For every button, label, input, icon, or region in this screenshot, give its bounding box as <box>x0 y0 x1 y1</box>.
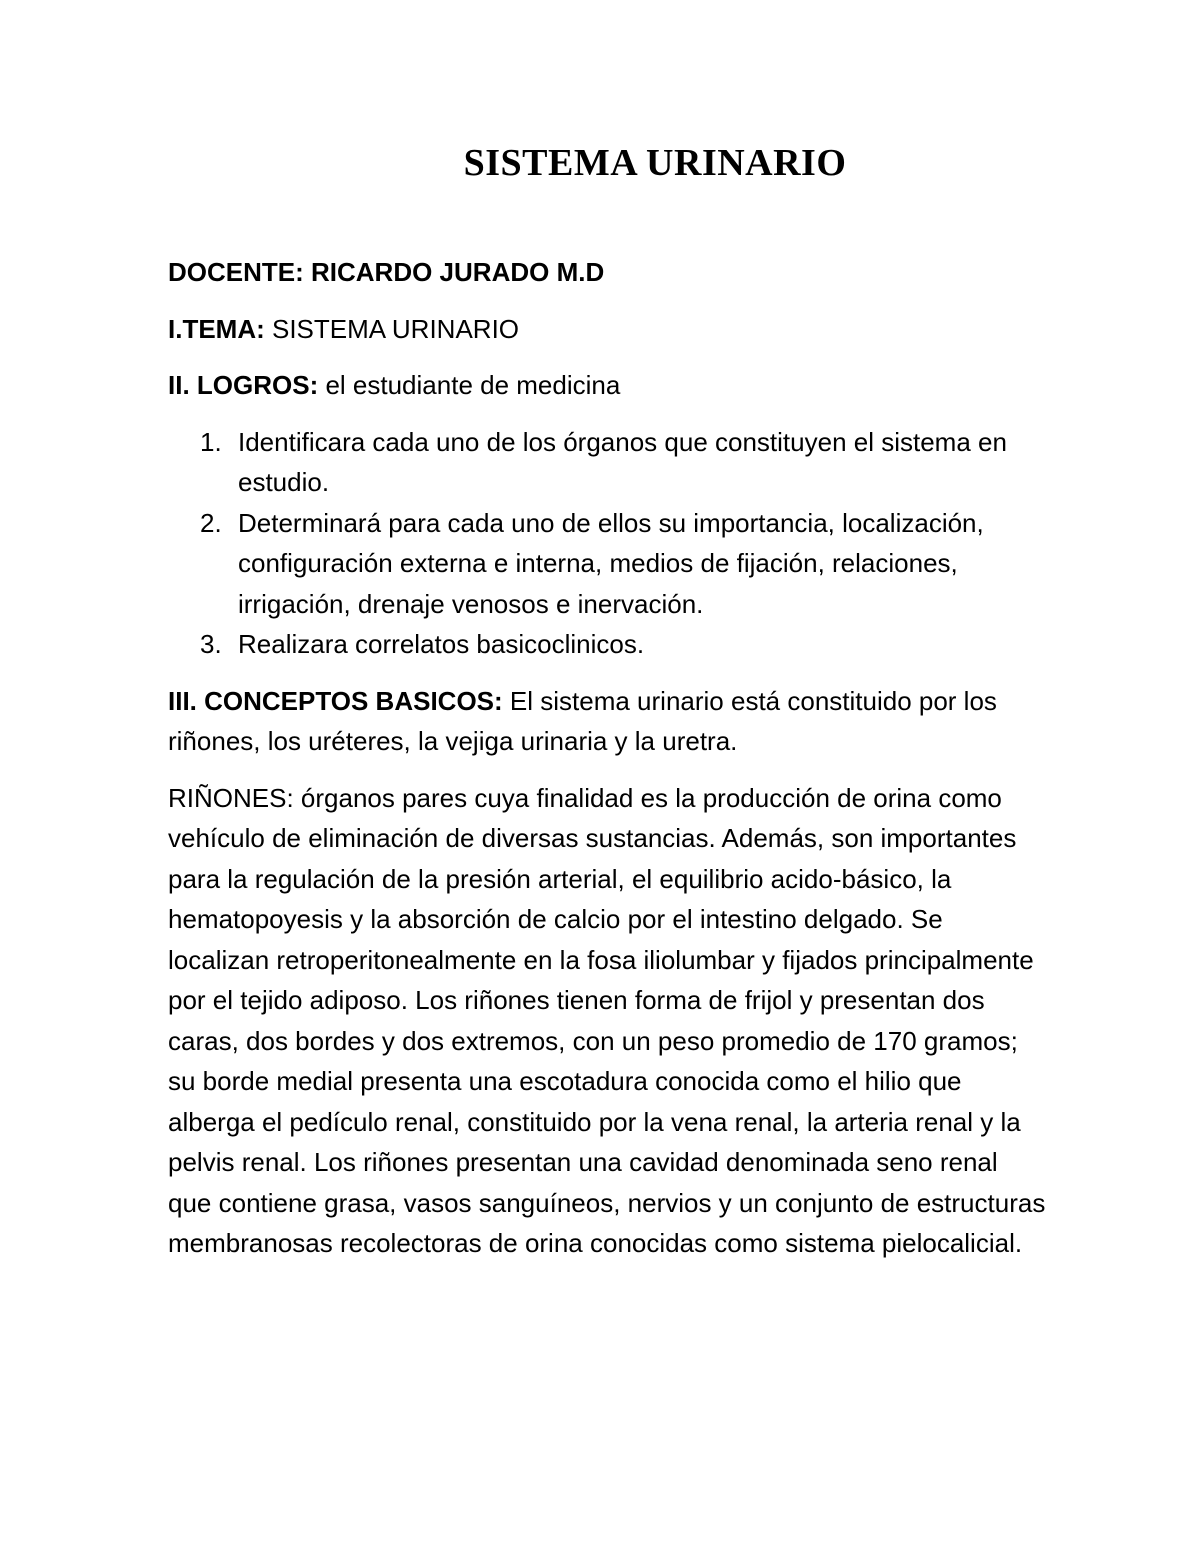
document-title: SISTEMA URINARIO <box>463 142 847 184</box>
logros-text: el estudiante de medicina <box>318 370 621 400</box>
conceptos-label: III. CONCEPTOS BASICOS: <box>168 685 503 716</box>
list-item <box>168 422 1048 503</box>
list-item-text: Realizara correlatos basicoclinicos. <box>238 629 645 659</box>
list-item-text: Determinará para cada uno de ellos su importancia, localización, configuración externa e interna, medios de fijación, relaciones, irrigación, drenaje venosos e inervación. <box>238 507 984 619</box>
list-item-number: 3. <box>200 629 222 659</box>
docente-line: DOCENTE: RICARDO JURADO M.D <box>168 257 605 287</box>
list-item-number: 1. <box>200 426 222 457</box>
list-item <box>168 624 1048 665</box>
logros-list <box>168 422 1048 665</box>
tema-label: I.TEMA: <box>168 313 265 344</box>
document-body <box>168 252 1048 1280</box>
conceptos-paragraph <box>168 681 1048 762</box>
conceptos-text: El sistema urinario está constituido por los riñones, los uréteres, la vejiga urinaria y la uretra. <box>168 685 997 756</box>
tema-text: SISTEMA URINARIO <box>264 313 520 344</box>
logros-label: II. LOGROS: <box>168 370 319 400</box>
list-item-number: 2. <box>200 507 222 538</box>
list-item <box>168 503 1048 625</box>
rinones-paragraph: RIÑONES: órganos pares cuya finalidad es la producción de orina como vehículo de eliminación de diversas sustancias. Además, son importantes para la regulación de la presión arterial, el equilibrio acido-básico, la hematopoyesis y la absorción de calcio por el intestino delgado. Se localizan retroperitonealmente en la fosa iliolumbar y fijados principalmente por el tejido adiposo. Los riñones tienen forma de frijol y presentan dos caras, dos bordes y dos extremos, con un peso promedio de 170 gramos; su borde medial presenta una escotadura conocida como el hilio que alberga el pedículo renal, constituido por la vena renal, la arteria renal y la pelvis renal. Los riñones presentan una cavidad denominada seno renal que contiene grasa, vasos sanguíneos, nervios y un conjunto de estructuras membranosas recolectoras de orina conocidas como sistema pielocalicial. <box>168 782 1046 1258</box>
tema-paragraph <box>168 309 1048 350</box>
logros-paragraph <box>168 365 1048 406</box>
list-item-text: Identificara cada uno de los órganos que constituyen el sistema en estudio. <box>238 426 1007 497</box>
